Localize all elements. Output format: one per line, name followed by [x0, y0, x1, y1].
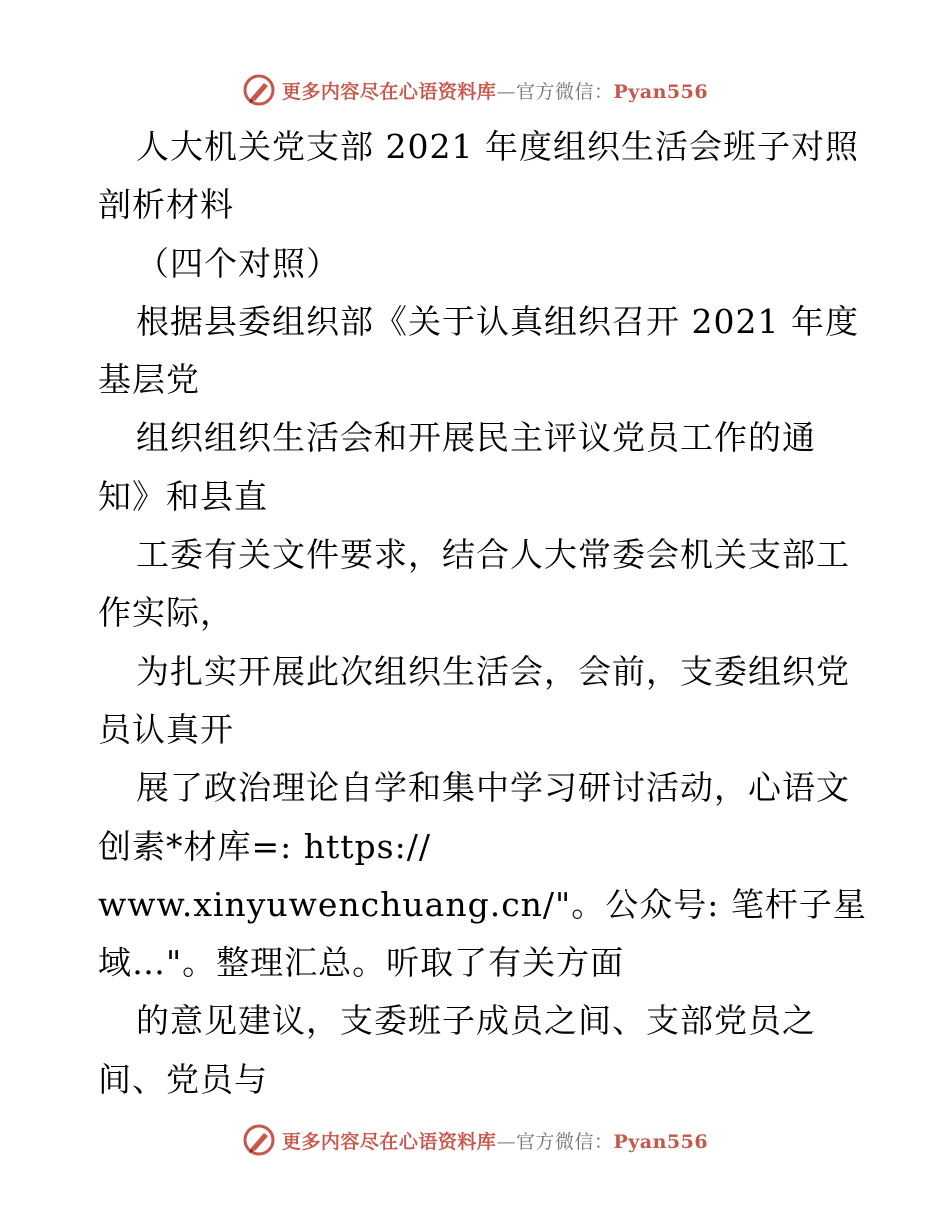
wechat-label: 官方微信： [515, 1130, 614, 1153]
text-line: 为扎实开展此次组织生活会，会前，支委组织党 [136, 651, 850, 691]
text-line: www.xinyuwenchuang.cn/"。公众号: 笔杆子星 [98, 884, 867, 924]
text-line: 展了政治理论自学和集中学习研讨活动，心语文 [136, 768, 850, 808]
text-line: 域…"。整理汇总。听取了有关方面 [98, 943, 625, 983]
footer-watermark [0, 1120, 950, 1160]
text-line: 工委有关文件要求，结合人大常委会机关支部工 [136, 535, 850, 575]
wechat-id: Pyan556 [613, 80, 709, 103]
text-line: 创素*材库=: https:// [98, 826, 431, 866]
text-line: 作实际， [98, 593, 234, 633]
watermark-text [282, 1127, 708, 1154]
document-body [98, 118, 867, 1109]
header-watermark [0, 70, 950, 110]
text-line: 间、党员与 [98, 1059, 268, 1099]
text-line: 知》和县直 [98, 476, 268, 516]
pen-logo-icon [242, 1123, 276, 1157]
wechat-id: Pyan556 [613, 1130, 709, 1153]
text-line: 剖析材料 [98, 185, 234, 225]
text-line: 人大机关党支部 2021 年度组织生活会班子对照 [136, 127, 859, 166]
text-line: 组织组织生活会和开展民主评议党员工作的通 [136, 418, 816, 458]
text-line: 的意见建议，支委班子成员之间、支部党员之 [136, 1001, 816, 1041]
separator: — [496, 80, 516, 103]
brand-text: 更多内容尽在心语资料库 [281, 1130, 497, 1153]
separator: — [496, 1130, 516, 1153]
text-line: 员认真开 [98, 709, 234, 749]
text-line: （四个对照） [136, 243, 340, 283]
pen-logo-icon [242, 73, 276, 107]
brand-text: 更多内容尽在心语资料库 [281, 80, 497, 103]
text-line: 基层党 [98, 360, 200, 400]
wechat-label: 官方微信： [515, 80, 614, 103]
watermark-text [282, 77, 708, 104]
text-line: 根据县委组织部《关于认真组织召开 2021 年度 [136, 301, 859, 341]
